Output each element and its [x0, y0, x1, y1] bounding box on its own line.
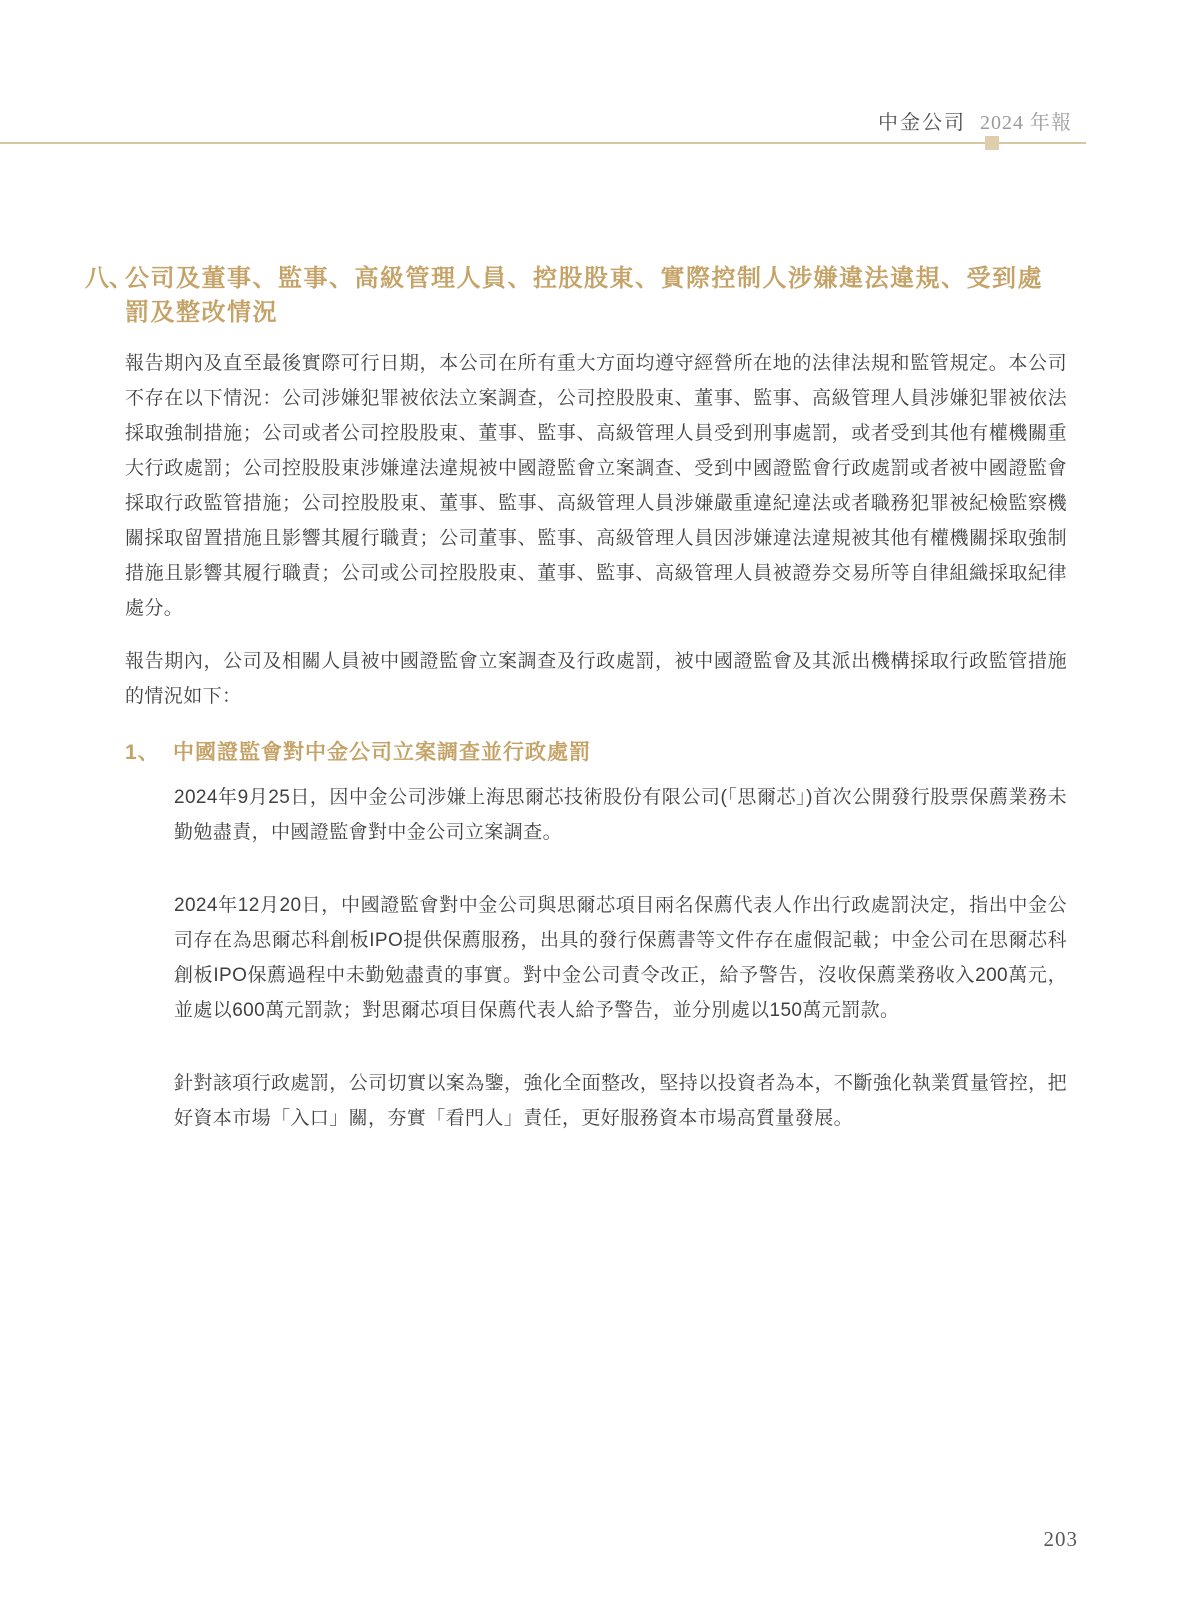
- compliance-statement-paragraph: 報告期內及直至最後實際可行日期，本公司在所有重大方面均遵守經營所在地的法律法規和監管規定。本公司不存在以下情況：公司涉嫌犯罪被依法立案調查，公司控股股東、董事、監事、高級管理人員涉嫌犯罪被依法採取強制措施；公司或者公司控股股東、董事、監事、高級管理人員受到刑事處罰，或者受到其他有權機關重大行政處罰；公司控股股東涉嫌違法違規被中國證監會立案調查、受到中國證監會行政處罰或者被中國證監會採取行政監管措施；公司控股股東、董事、監事、高級管理人員涉嫌嚴重違紀違法或者職務犯罪被紀檢監察機關採取留置措施且影響其履行職責；公司董事、監事、高級管理人員因涉嫌違法違規被其他有權機關採取強制措施且影響其履行職責；公司或公司控股股東、董事、監事、高級管理人員被證券交易所等自律組織採取紀律處分。: [125, 353, 1067, 619]
- running-header: [878, 106, 1072, 135]
- subsection-number: 1、: [125, 741, 160, 764]
- company-name: 中金公司: [878, 112, 966, 134]
- header-rule: [0, 142, 1086, 144]
- rectification-paragraph: 針對該項行政處罰，公司切實以案為鑒，強化全面整改，堅持以投資者為本，不斷強化執業質量管控，把好資本市場「入口」關，夯實「看門人」責任，更好服務資本市場高質量發展。: [174, 1073, 1067, 1129]
- section-title-text: 公司及董事、監事、高級管理人員、控股股東、實際控制人涉嫌違法違規、受到處罰及整改情況: [125, 265, 1043, 326]
- report-edition: 2024 年報: [980, 112, 1072, 134]
- page-content: [85, 262, 1067, 1136]
- section-number: 八、: [85, 265, 133, 292]
- penalty-decision-paragraph: 2024年12月20日，中國證監會對中金公司與思爾芯項目兩名保薦代表人作出行政處罰決定，指出中金公司存在為思爾芯科創板IPO提供保薦服務，出具的發行保薦書等文件存在虛假記載；中金公司在思爾芯科創板IPO保薦過程中未勤勉盡責的事實。對中金公司責令改正，給予警告，沒收保薦業務收入200萬元，並處以600萬元罰款；對思爾芯項目保薦代表人給予警告，並分別處以150萬元罰款。: [174, 895, 1067, 1021]
- section-heading: [85, 262, 1067, 330]
- header-rule-square-marker: [985, 136, 999, 150]
- subsection-body: [174, 780, 1067, 1136]
- report-period-intro-paragraph: 報告期內，公司及相關人員被中國證監會立案調查及行政處罰，被中國證監會及其派出機構採取行政監管措施的情況如下：: [125, 651, 1067, 707]
- subsection-title-text: 中國證監會對中金公司立案調查並行政處罰: [173, 741, 591, 764]
- subsection-heading: [125, 738, 1067, 768]
- page-number: 203: [1043, 1527, 1078, 1551]
- investigation-paragraph: 2024年9月25日，因中金公司涉嫌上海思爾芯技術股份有限公司(「思爾芯」)首次公開發行股票保薦業務未勤勉盡責，中國證監會對中金公司立案調查。: [174, 787, 1067, 843]
